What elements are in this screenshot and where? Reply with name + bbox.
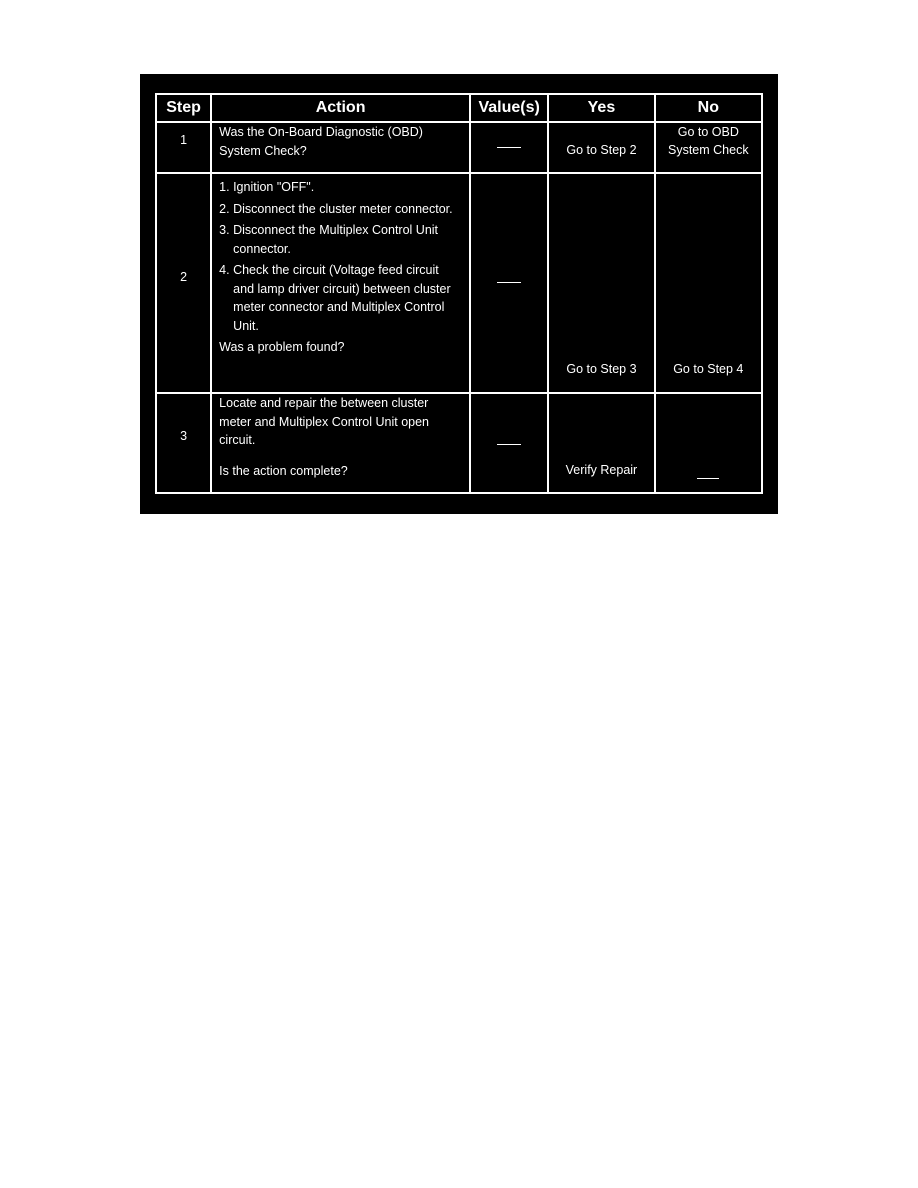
no-cell bbox=[655, 122, 762, 173]
step-number: 1 bbox=[180, 133, 188, 147]
diagnostic-table bbox=[155, 93, 763, 494]
action-text-line: System Check? bbox=[219, 143, 307, 158]
yes-text: Go to Step 3 bbox=[566, 362, 637, 376]
step-number: 2 bbox=[180, 270, 188, 284]
step-number: 3 bbox=[180, 429, 188, 443]
table-row bbox=[156, 393, 762, 493]
step-cell bbox=[156, 173, 211, 393]
table-row bbox=[156, 173, 762, 393]
action-steps-list bbox=[219, 178, 463, 335]
value-dash bbox=[497, 147, 521, 148]
header-action: Action bbox=[211, 94, 470, 122]
no-cell bbox=[655, 393, 762, 493]
no-text-line: System Check bbox=[668, 143, 749, 157]
no-text-line: Go to OBD bbox=[677, 125, 739, 139]
action-step: 4. Check the circuit (Voltage feed circuit and lamp driver circuit) between cluster meter connector and Multiplex Control Unit. bbox=[219, 263, 451, 333]
yes-cell bbox=[548, 393, 654, 493]
value-cell bbox=[470, 393, 548, 493]
action-step: 2. Disconnect the cluster meter connector. bbox=[219, 201, 453, 216]
header-yes: Yes bbox=[548, 94, 654, 122]
action-cell bbox=[211, 173, 470, 393]
yes-text: Verify Repair bbox=[565, 463, 638, 477]
header-step: Step bbox=[156, 94, 211, 122]
diagnostic-table-panel bbox=[140, 74, 778, 514]
no-dash bbox=[697, 478, 719, 479]
action-text-line: Was the On-Board Diagnostic (OBD) bbox=[219, 125, 423, 139]
value-cell bbox=[470, 173, 548, 393]
action-step: 1. Ignition "OFF". bbox=[219, 180, 315, 194]
header-row bbox=[156, 94, 762, 122]
action-text-line: circuit. bbox=[219, 433, 256, 447]
no-text: Go to Step 4 bbox=[673, 362, 744, 376]
step-cell bbox=[156, 393, 211, 493]
value-dash bbox=[497, 444, 521, 445]
value-cell bbox=[470, 122, 548, 173]
no-cell bbox=[655, 173, 762, 393]
yes-text: Go to Step 2 bbox=[566, 143, 637, 157]
yes-cell bbox=[548, 122, 654, 173]
yes-cell bbox=[548, 173, 654, 393]
value-dash bbox=[497, 282, 521, 283]
action-question: Was a problem found? bbox=[219, 340, 345, 354]
action-step: 3. Disconnect the Multiplex Control Unit connector. bbox=[219, 223, 439, 256]
action-question: Is the action complete? bbox=[219, 463, 348, 478]
action-text-line: meter and Multiplex Control Unit open bbox=[219, 414, 429, 429]
action-cell bbox=[211, 122, 470, 173]
header-no: No bbox=[655, 94, 762, 122]
table-row bbox=[156, 122, 762, 173]
action-cell bbox=[211, 393, 470, 493]
header-values: Value(s) bbox=[470, 94, 548, 122]
step-cell bbox=[156, 122, 211, 173]
action-text-line: Locate and repair the between cluster bbox=[219, 396, 429, 410]
